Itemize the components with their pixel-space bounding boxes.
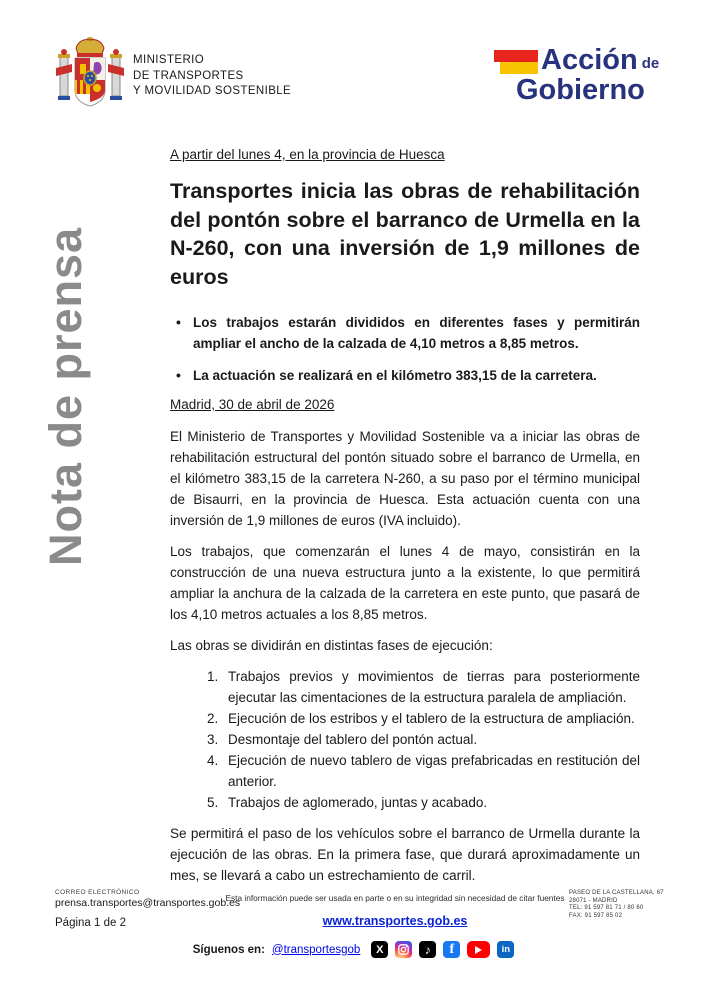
website-link[interactable]: www.transportes.gob.es	[322, 914, 468, 928]
gov-logo-word: Gobierno	[516, 74, 645, 106]
paragraph: El Ministerio de Transportes y Movilidad Sostenible va a iniciar las obras de rehabilitación estructural del pontón situado sobre el barranco de Urmella, en el kilómetro 383,15 de la carretera N-260, a su paso por el término municipal de Bisaurri, en la provincia de Huesca. Esta actuación cuenta con una inversión de 1,9 millones de euros (IVA incluido).	[170, 429, 640, 528]
closing-paragraph: Se permitirá el paso de los vehículos sobre el barranco de Urmella durante la ejecución de las obras. En la primera fase, que durará aproximadamente un mes, se llevará a cabo un estrechamiento de carril.	[170, 826, 640, 883]
press-email: prensa.transportes@transportes.gob.es	[55, 897, 241, 909]
highlight-bullet: • La actuación se realizará en el kilómetro 383,15 de la carretera.	[170, 365, 640, 386]
spain-flag-icon	[494, 50, 538, 74]
footer-address-block	[569, 890, 664, 920]
address-line: PASEO DE LA CASTELLANA, 67	[569, 890, 664, 896]
address-line: FAX: 91 597 85 02	[569, 912, 623, 919]
social-media-row	[0, 941, 707, 958]
phase-item: 5. Trabajos de aglomerado, juntas y acabado.	[222, 792, 640, 813]
facebook-icon[interactable]: f	[443, 941, 460, 958]
highlight-bullet: • Los trabajos estarán divididos en diferentes fases y permitirán ampliar el ancho de la calzada de 4,10 metros a 8,85 metros.	[170, 312, 640, 354]
phase-item: 1. Trabajos previos y movimientos de tierras para posteriormente ejecutar las cimentaciones de la estructura paralela de ampliación.	[222, 666, 640, 708]
paragraph: Los trabajos, que comenzarán el lunes 4 de mayo, consistirán en la construcción de una nueva estructura junto a la existente, lo que permitirá ampliar la anchura de la calzada de la carretera en este punto, que pasará de los 4,10 metros actuales a los 8,85 metros.	[170, 544, 640, 622]
linkedin-icon[interactable]: in	[497, 941, 514, 958]
instagram-icon[interactable]	[395, 941, 412, 958]
social-handle-link[interactable]: @transportesgob	[271, 943, 361, 956]
reuse-disclaimer: Esta información puede ser usada en parte o en su integridad sin necesidad de citar fuentes	[225, 893, 565, 903]
phase-item: 2. Ejecución de los estribos y el tablero de la estructura de ampliación.	[222, 708, 640, 729]
highlight-bullets	[170, 312, 640, 386]
press-release-body	[170, 147, 640, 896]
gov-logo-word-suffix: de	[641, 55, 660, 72]
ministry-name	[133, 53, 291, 100]
ministry-line: DE TRANSPORTES	[133, 69, 244, 82]
phases-list	[170, 666, 640, 813]
email-label: CORREO ELECTRÓNICO	[55, 889, 140, 896]
address-line: 28071 - MADRID	[569, 897, 618, 904]
follow-us-label: Síguenos en:	[192, 943, 265, 956]
ministry-line: Y MOVILIDAD SOSTENIBLE	[133, 85, 292, 97]
youtube-icon[interactable]	[467, 941, 490, 958]
gov-logo-word: Acción	[541, 44, 638, 76]
page-indicator: Página 1 de 2	[55, 917, 126, 929]
phase-item: 3. Desmontaje del tablero del pontón actual.	[222, 729, 640, 750]
dateline: Madrid, 30 de abril de 2026	[170, 397, 335, 412]
paragraph: Las obras se dividirán en distintas fases de ejecución:	[170, 638, 493, 653]
accion-de-gobierno-logo	[494, 46, 670, 105]
address-line: TEL: 91 597 81 71 / 80 60	[569, 905, 644, 912]
footer-center-block	[225, 893, 565, 930]
phase-item: 4. Ejecución de nuevo tablero de vigas prefabricadas en restitución del anterior.	[222, 750, 640, 792]
nota-de-prensa-banner: Nota de prensa	[40, 226, 91, 566]
x-twitter-icon[interactable]: X	[371, 941, 388, 958]
ministry-line: MINISTERIO	[133, 54, 205, 66]
headline: Transportes inicia las obras de rehabilitación del pontón sobre el barranco de Urmella en la N-260, con una inversión de 1,9 millones de euros	[170, 179, 640, 289]
tiktok-icon[interactable]: ♪	[419, 941, 436, 958]
kicker: A partir del lunes 4, en la provincia de Huesca	[170, 147, 445, 162]
spain-coat-of-arms-icon	[54, 34, 126, 119]
footer-email-block	[55, 889, 240, 909]
